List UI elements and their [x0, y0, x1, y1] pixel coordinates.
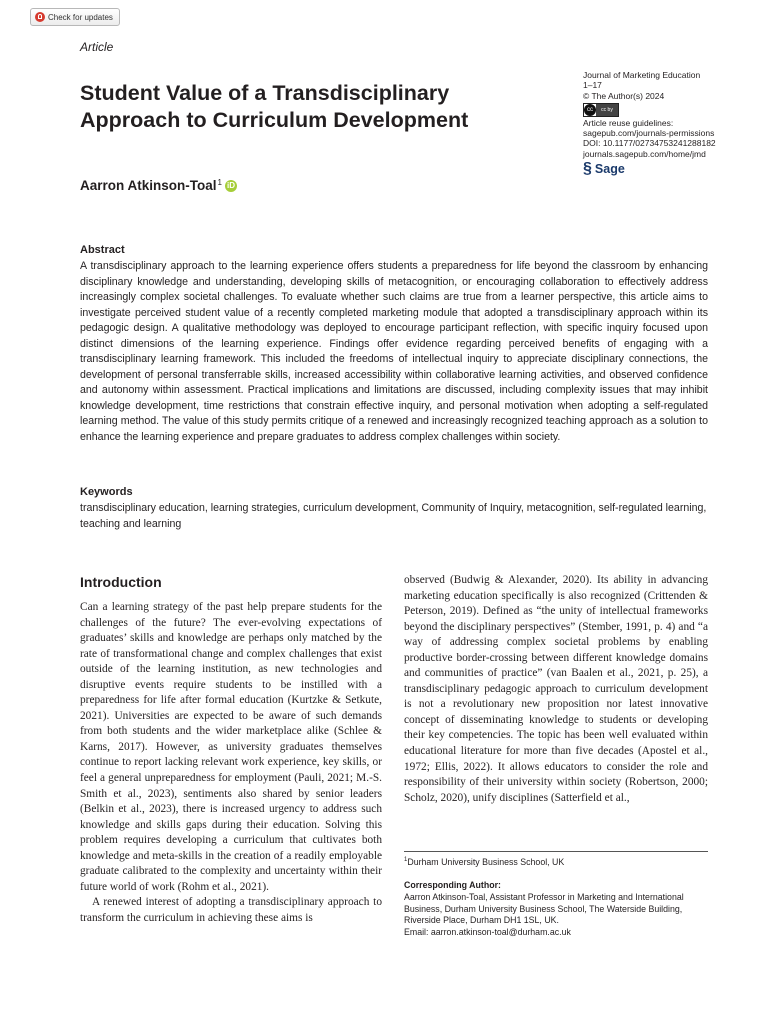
author-name: Aarron Atkinson-Toal [80, 178, 217, 193]
affil-text: Durham University Business School, UK [407, 857, 565, 867]
page-range: 1–17 [583, 80, 602, 91]
intro-paragraph-2: A renewed interest of adopting a transdisciplinary approach to transform the curriculum in achieving these aims is [80, 896, 382, 924]
check-for-updates-label: Check for updates [48, 12, 113, 22]
reuse-link[interactable]: sagepub.com/journals-permissions [583, 128, 715, 139]
keywords-text: transdisciplinary education, learning strategies, curriculum development, Community of Inquiry, metacognition, self-regulated learning, teaching and learning [80, 502, 707, 530]
body-column-right: observed (Budwig & Alexander, 2020). Its ability in advancing marketing education specifically is also recognized (Crittenden & Peterson, 2019). Defined as “the unity of intellectual frameworks beyond the disciplinary perspectives” (Stember, 1991, p. 4) and “a way of addressing complex societal problems by enabling productive border-crossing between different knowledge domains and communities of practice” (van Baalen et al., 2021, p. 25), a transdisciplinary pedagogic approach to curriculum development is not a revolutionary new proposition nor latest innovative concept of disseminating knowledge to students or developing their key competencies. The topic has been well evaluated within educational literature for more than five decades (Apostel et al., 1972; Ellis, 2022). It allows educators to consider the role and responsibility of their university within society (Robertson, 2000; Scholz, 2020), unify disciplines (Satterfield et al., [404, 574, 708, 804]
sage-logo [583, 162, 733, 176]
corresponding-author [404, 880, 708, 939]
journal-meta [583, 70, 733, 176]
doi[interactable]: DOI: 10.1177/02734753241288182 [583, 138, 716, 149]
check-for-updates-badge[interactable] [30, 8, 120, 26]
corr-line-2: Business, Durham University Business School, The Waterside Building, [404, 903, 683, 914]
author-affil-mark: 1 [217, 178, 222, 187]
orcid-icon[interactable]: iD [226, 181, 235, 190]
copyright: © The Author(s) 2024 [583, 90, 665, 101]
introduction-heading: Introduction [80, 574, 162, 590]
corr-heading: Corresponding Author: [404, 880, 501, 890]
affiliation-footnote [404, 857, 564, 867]
publisher-name: Sage [594, 161, 625, 176]
corr-line-3: Riverside Place, Durham DH1 1SL, UK. [404, 915, 559, 926]
article-title: Student Value of a Transdisciplinary Approach to Curriculum Development [80, 81, 469, 132]
body-column-left [80, 600, 382, 926]
author-line [80, 178, 237, 193]
cc-license-icon: cc cc by [583, 103, 619, 117]
keywords-heading: Keywords [80, 486, 133, 498]
sage-s-icon: § [583, 160, 592, 178]
abstract-heading: Abstract [80, 244, 125, 256]
abstract-text: A transdisciplinary approach to the learning experience offers students a preparedness for life beyond the classroom by enhancing disciplinary knowledge and understanding, developing skills of metacognition, or encouraging collaboration to effectively address increasingly complex societal challenges. To evaluate whether such claims are true from a learner perspective, this article aims to investigate perceived student value of a recently completed marketing module that adopted a transdisciplinary approach within its pedagogic design. A qualitative methodology was deployed to encourage participant reflection, with specific inquiry focused upon distinct dimensions of the learning experience. Findings offer evidence regarding perceived benefits of engaging with a transdisciplinary learning framework. This included the freedoms of intellectual inquiry to appreciate disciplinary connections, the development of personal transferrable skills, increased accessibility within collaborative learning activities, and observed confidence and autonomy within assessment. Practical implications and limitations are discussed, including complexity issues that may inhibit knowledge development, time restrictions that constrain effective inquiry, and personal motivation when adopting a self-regulated learning method. The value of this study permits critique of a renewed and increasingly recognized teaching approach as a solution to enhance the learning experience and prepare graduates to address complex challenges within society. [80, 260, 708, 444]
corr-line-1: Aarron Atkinson-Toal, Assistant Professor in Marketing and International [404, 891, 684, 902]
affil-mark: 1 [404, 857, 408, 864]
reuse-label: Article reuse guidelines: [583, 117, 674, 128]
footnote-divider [404, 851, 708, 852]
journal-name: Journal of Marketing Education [583, 70, 701, 80]
journal-url[interactable]: journals.sagepub.com/home/jmd [583, 148, 706, 159]
intro-paragraph-1: Can a learning strategy of the past help prepare students for the challenges of the future? The ever-evolving expectations of graduates’ skills and knowledge are perhaps only matched by the rate of transformational change and complex challenges that exist outside of the learning institution, as new technologies and disruptive events require students to be instilled with a preparedness for life after formal education (Kurtzke & Setkute, 2021). Universities are expected to be aware of such demands from both students and the wider marketplace alike (Schlee & Karns, 2017). However, as university graduates themselves continue to report lacking relevant work experience, key skills, or feel a general unpreparedness for employment (Pauli, 2021; M.-S. Smith et al., 2023), sentiments also shared by senior leaders (Belkin et al., 2023), there is increased urgency to address such knowledge and skills gaps during their education. Solving this problem requires developing a curriculum that cultivates both knowledge and meta-skills in the creation of a readily employable graduate calibrated to the complexity and uncertainty within their future world of work (Rohm et al., 2021). [80, 601, 382, 893]
article-type: Article [80, 40, 114, 54]
update-icon [35, 12, 45, 22]
corr-email[interactable]: Email: aarron.atkinson-toal@durham.ac.uk [404, 927, 571, 938]
